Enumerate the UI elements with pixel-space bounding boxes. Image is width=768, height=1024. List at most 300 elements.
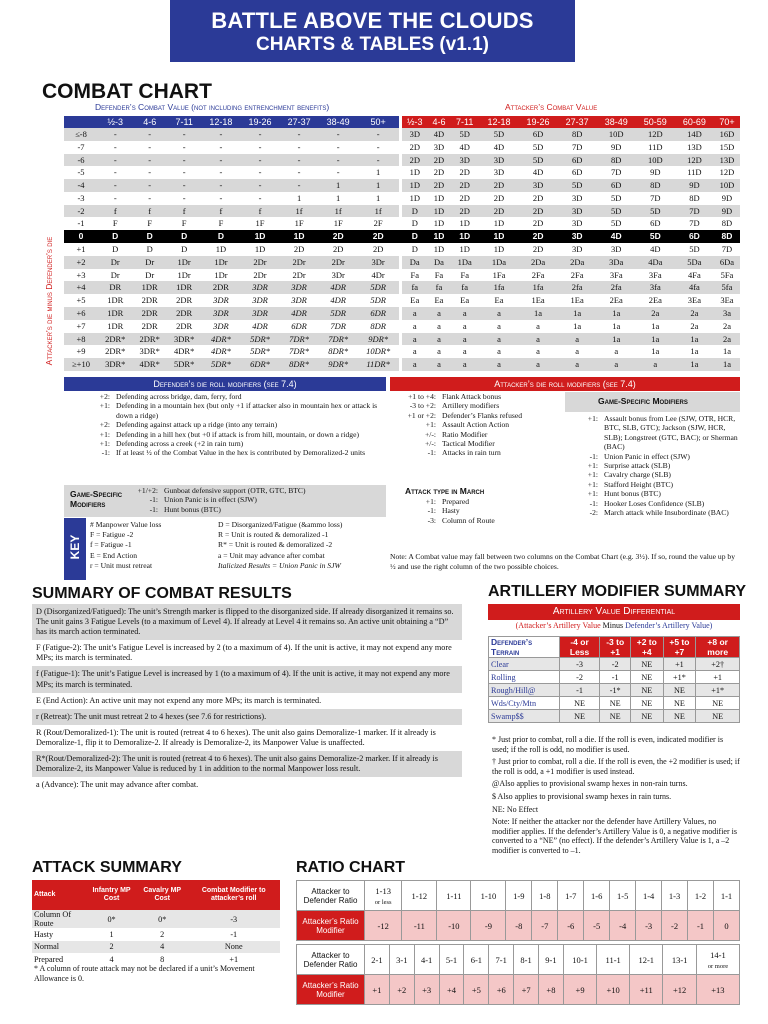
attacker-result: 1a [675, 333, 714, 346]
defender-result: 2F [373, 218, 383, 229]
attacker-result: 2a [675, 307, 714, 320]
att-col-header: 19-26 [519, 116, 558, 128]
defender-result: D [181, 244, 188, 255]
modifier-value: +1 to +4: [408, 392, 436, 401]
attacker-mod [390, 401, 560, 410]
modifier-text: Surprise attack (SLB) [604, 461, 671, 471]
artillery-modifier: -3 [559, 658, 600, 671]
attacker-result: 7D [650, 192, 661, 203]
attacker-result: 2Fa [531, 269, 545, 280]
defender-result: 1F [255, 218, 265, 229]
attacker-result: 1D [428, 230, 450, 243]
ratio-modifier: -2 [662, 911, 688, 941]
ratio-value: 1-10 [471, 881, 506, 911]
att-game-mod [552, 499, 742, 508]
attacker-result: 8D [636, 179, 675, 192]
attacker-result: 1a [722, 346, 731, 357]
defender-result: 1f [319, 205, 358, 218]
summary-title: SUMMARY OF COMBAT RESULTS [32, 585, 292, 602]
attack-cell: 2 [86, 941, 137, 954]
ratio-value: 14-1 or more [696, 945, 739, 975]
attacker-result: 2D [402, 154, 428, 167]
modifier-text: Defending across a creek (+2 in rain turn) [116, 439, 244, 449]
attacker-result: a [536, 346, 540, 357]
defender-result: 3DR [213, 295, 229, 306]
modifier-value: -1: [149, 495, 158, 505]
modifier-text: Hunt bonus (BTC) [164, 504, 221, 514]
defender-result: - [132, 128, 166, 141]
summary-item: R (Rout/Demoralized-1): The unit is routed (retreat 4 to 6 hexes). The unit also gains Demoralize-1 marker. If it already is Demoralize-1, flip it to Demoralize-2. If already is Demoralize-2, its Manpower Value is unaffected. [36, 727, 436, 747]
attacker-result: 1fa [519, 281, 558, 294]
modifier-value: +1: [587, 470, 598, 480]
defender-result: 1 [336, 192, 341, 203]
attacker-result: 5D [479, 128, 518, 141]
defender-result: 8DR* [328, 346, 349, 357]
attacker-result: fa [450, 281, 479, 294]
artillery-modifier: NE [600, 697, 631, 710]
att-col-header: 38-49 [597, 116, 636, 128]
ratio-value: 1-13 or less [365, 881, 402, 911]
ratio-value: 1-7 [558, 881, 584, 911]
modifier-value: +1 or +2: [407, 410, 436, 420]
att-col-header: 50-59 [636, 116, 675, 128]
defender-result: 1 [319, 179, 358, 192]
defender-result: Dr [110, 269, 120, 280]
attacker-result: 3D [450, 154, 479, 167]
artillery-modifier: -2 [559, 671, 600, 684]
attacker-result: a [428, 333, 450, 346]
att-game-mod [552, 508, 742, 517]
defender-mod [64, 420, 386, 429]
modifier-value: +1: [587, 489, 598, 499]
artillery-bar: Artillery Value Differential [488, 604, 740, 620]
attacker-result: 2Fa [570, 269, 584, 280]
attacker-result: 2D [532, 192, 544, 203]
combat-row [64, 154, 740, 167]
combat-chart-title: COMBAT CHART [42, 80, 212, 103]
artillery-modifier: NE [696, 697, 740, 710]
attacker-result: a [519, 358, 558, 371]
def-col-header: ½-3 [98, 116, 132, 128]
defender-result: 2DR* [105, 346, 126, 357]
attacker-result: 2a [690, 320, 699, 331]
attacker-result: 3Fa [609, 269, 623, 280]
ratio-value: 11-1 [597, 945, 630, 975]
attack-cell: Hasty [34, 929, 54, 939]
artillery-modifier: NE [663, 710, 696, 723]
artillery-modifier: +1 [663, 658, 696, 671]
defender-result: - [280, 179, 319, 192]
attacker-result: 2Da [519, 256, 558, 269]
artillery-col-header: +2 to +4 [631, 637, 663, 658]
modifier-text: Assault bonus from Lee (SJW, OTR, HCR, BTC, SLB, GTC); Jackson (SJW, HCR, SLB); Longstreet (GTC, BAC); or Sherman (BAC) [604, 414, 738, 452]
defender-result: 1DR [107, 320, 124, 331]
die-modifier: +5 [76, 295, 86, 306]
attacker-result: 11D [648, 141, 663, 152]
attacker-result: 2a [714, 333, 740, 346]
attacker-result: 8D [558, 128, 597, 141]
def-col-header: 19-26 [240, 116, 279, 128]
attacker-result: 1D [428, 205, 450, 218]
defender-result: 5DR [319, 307, 358, 320]
def-col-header: 4-6 [132, 116, 166, 128]
ratio-title: RATIO CHART [296, 859, 406, 876]
attacker-result: 1a [714, 358, 740, 371]
attacker-mods-left [390, 392, 560, 458]
artillery-modifier: NE [631, 697, 663, 710]
attacker-result: D [411, 244, 418, 255]
modifier-value: +1: [425, 497, 436, 506]
attacker-result: 8D [714, 230, 740, 243]
modifier-text: Assault Action Action [442, 420, 510, 430]
defender-result: 4DR [319, 281, 358, 294]
defender-result: 10DR* [366, 346, 391, 357]
artillery-sub-defender: Defender’s Artillery Value) [625, 621, 713, 630]
modifier-value: -1: [589, 451, 598, 461]
attack-summary-title: ATTACK SUMMARY [32, 859, 182, 876]
key-item: r = Unit must retreat [90, 560, 153, 570]
defender-result: 4DR [330, 295, 346, 306]
artillery-modifier: +1* [663, 671, 696, 684]
att-game-mod [552, 414, 742, 452]
attack-cell: -1 [230, 929, 238, 939]
attacker-result: a [428, 358, 450, 371]
attacker-mod [390, 411, 560, 420]
artillery-modifier: NE [631, 658, 663, 671]
attack-cell: -3 [187, 910, 280, 928]
ratio-modifier: +2 [389, 975, 414, 1005]
attacker-result: 13D [714, 154, 740, 167]
attacker-result: 6D [571, 167, 583, 178]
defender-result: 5DR* [167, 358, 201, 371]
attack-cell: 4 [109, 954, 114, 964]
att-col-header: 4-6 [428, 116, 450, 128]
defender-mods-bar: Defender’s die roll modifiers (see 7.4) [64, 377, 386, 391]
ratio-modifier: +11 [630, 975, 663, 1005]
march-mod [390, 497, 560, 506]
defender-result: 5DR* [201, 358, 240, 371]
attacker-result: Da [428, 256, 450, 269]
defender-result: 3DR* [139, 346, 160, 357]
attacker-result: 2D [428, 154, 450, 167]
defender-result: 2Dr [280, 256, 319, 269]
defender-result: 2Dr [240, 256, 279, 269]
artillery-modifier: NE [631, 671, 663, 684]
att-col-header: 27-37 [558, 116, 597, 128]
defender-result: 2Dr [292, 269, 306, 280]
defender-result: 5DR* [250, 346, 270, 357]
attacker-result: 1D [433, 192, 445, 203]
defender-result: 4DR* [174, 346, 195, 357]
ratio-modifier: -5 [584, 911, 610, 941]
attacker-result: 1D [409, 167, 420, 178]
attacker-result: a [412, 320, 417, 331]
key-item: R = Unit is routed & demoralized -1 [218, 530, 329, 540]
defender-result: D [201, 230, 240, 243]
att-game-mod [552, 489, 742, 498]
defender-result: 2D [293, 244, 305, 255]
modifier-text: Ratio Modifier [442, 429, 488, 439]
defender-result: - [219, 167, 223, 178]
ratio-value: 1-1 [714, 881, 740, 911]
ratio-modifier: +4 [439, 975, 464, 1005]
attacker-result: 13D [687, 141, 702, 152]
attacker-result: 7D [689, 218, 700, 229]
modifier-text: Cavalry charge (SLB) [604, 470, 671, 480]
defender-result: - [219, 192, 223, 203]
attacker-result: a [437, 320, 441, 331]
ratio-modifier: -10 [437, 911, 471, 941]
ratio-modifier: -9 [471, 911, 506, 941]
defender-result: - [319, 154, 358, 167]
ratio-modifier: -6 [558, 911, 584, 941]
artillery-sub-minus: Minus [600, 621, 626, 630]
modifier-text: Hooker Loses Confidence (SLB) [604, 498, 705, 508]
defender-result: Dr [132, 256, 166, 269]
modifier-text: Flank Attack bonus [442, 392, 502, 401]
attacker-result: 1Ea [531, 295, 545, 306]
attacker-result: a [519, 333, 558, 346]
attacker-result: 6D [675, 230, 714, 243]
attacker-result: a [450, 358, 479, 371]
combat-row [64, 345, 740, 358]
modifier-value: -1: [101, 448, 110, 458]
defender-result: 1Dr [167, 256, 201, 269]
defender-result: 2D [332, 244, 344, 255]
ratio-table-2 [296, 944, 740, 1005]
modifier-text: Union Panic in effect (SJW) [604, 451, 690, 461]
defender-result: f [98, 205, 132, 218]
artillery-modifier: NE [631, 710, 663, 723]
summary-item: F (Fatigue-2): The unit’s Fatigue Level is increased by 2 (to a maximum of 4). If the unit is active, it may not expend any more MPs; its march is terminated. [36, 643, 452, 663]
attacker-result: Ea [434, 295, 444, 306]
combat-row [64, 217, 740, 230]
attacker-result: a [614, 346, 619, 357]
attack-cell: 4 [137, 941, 187, 954]
defender-result: 1Dr [177, 269, 191, 280]
ratio-value: 5-1 [439, 945, 464, 975]
ratio-value: 3-1 [389, 945, 414, 975]
attacker-result: 5Fa [720, 269, 734, 280]
header-banner [170, 0, 575, 62]
modifier-value: +2: [99, 420, 110, 430]
attacker-result: 2D [428, 179, 450, 192]
attacker-result: 1D [433, 244, 445, 255]
attacker-result: a [412, 346, 417, 357]
side-label: Attacker’s die minus Defender’s die [44, 236, 54, 366]
ratio-table-1 [296, 880, 740, 941]
defender-result: 1f [358, 205, 399, 218]
att-col-header: ½-3 [402, 116, 428, 128]
attacker-result: a [402, 307, 428, 320]
artillery-col-header: Defender’s Terrain [489, 637, 560, 658]
attacker-result: D [402, 205, 428, 218]
defender-result: 2DR [176, 295, 193, 306]
attacker-result: 5fa [714, 281, 740, 294]
attacker-result: 1D [433, 218, 445, 229]
attack-cell: None [187, 941, 280, 954]
attacker-result: 5D [611, 218, 622, 229]
attacker-result: 1fa [479, 281, 518, 294]
defender-result: 5DR* [240, 333, 279, 346]
die-modifier: ≤-8 [64, 128, 98, 141]
modifier-text: Hunt bonus (BTC) [604, 489, 661, 499]
attacker-result: 16D [714, 128, 740, 141]
defender-result: - [297, 141, 301, 152]
ratio-modifier: +8 [539, 975, 564, 1005]
att-game-mod [552, 461, 742, 470]
defender-result: 4DR [280, 307, 319, 320]
defender-result: - [182, 192, 186, 203]
attack-col-header: Attack [32, 880, 86, 910]
artillery-modifier: NE [631, 684, 663, 697]
ratio-modifier: -4 [610, 911, 636, 941]
attacker-result: Da [402, 256, 428, 269]
summary-item: r (Retreat): The unit must retreat 2 to 4 hexes (see 7.6 for restrictions). [32, 709, 462, 725]
attack-table [32, 880, 280, 966]
ratio-row-label: Attacker to Defender Ratio [297, 881, 365, 911]
attack-cell: Normal [32, 941, 86, 954]
combat-row [64, 243, 740, 256]
attacker-result: 2fa [597, 281, 636, 294]
attacker-result: 9D [714, 205, 740, 218]
attacker-result: 2D [459, 192, 470, 203]
attacker-result: 2a [636, 307, 675, 320]
attacker-mods-bar: Attacker’s die roll modifiers (see 7.4) [390, 377, 740, 391]
attacker-result: 2D [450, 179, 479, 192]
attacker-result: 6D [558, 154, 597, 167]
die-modifier: +9 [76, 346, 86, 357]
defender-mod [64, 430, 386, 439]
defender-result: 1DR [98, 307, 132, 320]
combat-table [64, 116, 740, 371]
attacker-result: fa [428, 281, 450, 294]
attacker-result: Ea [460, 295, 470, 306]
defender-result: 2DR [132, 307, 166, 320]
defender-result: - [98, 154, 132, 167]
attacker-result: 10D [636, 154, 675, 167]
attacker-result: 3D [558, 205, 597, 218]
attacker-result: 4D [650, 244, 661, 255]
attacker-result: 1a [519, 307, 558, 320]
artillery-title: ARTILLERY MODIFIER SUMMARY [488, 583, 747, 600]
att-col-header: 7-11 [450, 116, 479, 128]
attacker-result: 5D [611, 192, 622, 203]
attack-cell: Prepared [34, 954, 64, 964]
ratio-value: 1-2 [688, 881, 714, 911]
terrain-label: Clear [489, 658, 560, 671]
defender-result: D [132, 230, 166, 243]
att-game-mod [552, 480, 742, 489]
defender-result: 3DR [291, 295, 307, 306]
defender-mod [64, 448, 386, 457]
key-item: f = Fatigue -1 [90, 540, 132, 550]
artillery-modifier: -1 [559, 684, 600, 697]
defender-result: DR [98, 281, 132, 294]
attacker-result: a [479, 307, 518, 320]
defender-result: 1f [280, 205, 319, 218]
defender-cv-header: Defender’s Combat Value (not including entrenchment benefits) [95, 102, 330, 112]
artillery-col-header: +8 or more [696, 637, 740, 658]
attacker-result: 1a [573, 320, 582, 331]
attacker-result: 2D [479, 205, 518, 218]
attacker-result: 9D [650, 167, 661, 178]
def-col-header: 12-18 [201, 116, 240, 128]
def-game-mod [118, 495, 386, 504]
modifier-text: Artillery modifiers [442, 401, 500, 411]
die-modifier: -1 [77, 218, 85, 229]
attack-cell: 0* [86, 910, 137, 928]
defender-result: - [148, 141, 152, 152]
attacker-result: 1a [558, 307, 597, 320]
att-game-mods [552, 414, 742, 517]
ratio-modifier: -12 [365, 911, 402, 941]
attack-cell: +1 [229, 954, 239, 964]
attacker-result: 4D [532, 167, 544, 178]
modifier-value: +1: [99, 401, 110, 411]
ratio-modifier-label: Attacker’s Ratio Modifier [297, 911, 365, 941]
defender-result: 2DR [167, 307, 201, 320]
defender-result: - [113, 167, 117, 178]
attacker-result: 1a [597, 333, 636, 346]
ratio-value: 1-6 [584, 881, 610, 911]
ratio-row-label: Attacker to Defender Ratio [297, 945, 365, 975]
terrain-label: Swamp$$ [489, 710, 560, 723]
die-modifier: +8 [64, 333, 98, 346]
defender-result: - [113, 141, 117, 152]
defender-result: Dr [145, 269, 155, 280]
defender-result: 2D [358, 230, 399, 243]
attacker-result: a [479, 333, 518, 346]
die-modifier: -7 [77, 141, 85, 152]
attacker-result: 4D [597, 230, 636, 243]
artillery-modifier: -2 [600, 658, 631, 671]
attacker-result: a [462, 320, 467, 331]
modifier-value: +1: [587, 461, 598, 471]
attacker-result: 2fa [558, 281, 597, 294]
artillery-modifier: NE [559, 697, 600, 710]
defender-result: 2DR* [98, 333, 132, 346]
attacker-result: 6D [597, 179, 636, 192]
artillery-note: NE: No Effect [492, 804, 539, 814]
attacker-result: 5D [450, 128, 479, 141]
defender-result: - [167, 154, 201, 167]
attacker-result: Ea [494, 295, 504, 306]
die-modifier: -2 [64, 205, 98, 218]
ratio-modifier: -8 [506, 911, 532, 941]
defender-result: - [258, 141, 262, 152]
attacker-result: 2a [722, 320, 731, 331]
artillery-note: † Just prior to combat, roll a die. If the roll is even, the +2 modifier is used; if the roll is odd, a +1 modifier is used instead. [492, 757, 740, 776]
defender-result: - [219, 141, 223, 152]
attacker-result: Fa [460, 269, 469, 280]
modifier-value: +1: [99, 439, 110, 449]
attacker-result: 3D [571, 218, 583, 229]
attacker-result: 4Fa [688, 269, 701, 280]
attacker-result: 3D [571, 244, 583, 255]
defender-result: - [297, 167, 301, 178]
summary-item: a (Advance): The unit may advance after combat. [36, 780, 199, 790]
defender-result: 4DR [252, 320, 268, 331]
attacker-result: 7D [721, 244, 733, 255]
attacker-result: 2D [450, 205, 479, 218]
defender-result: - [280, 128, 319, 141]
attack-cell: 0* [137, 910, 187, 928]
attacker-mod [390, 392, 560, 401]
defender-result: 2Dr [319, 256, 358, 269]
defender-result: 3DR [252, 295, 268, 306]
attacker-result: 5Da [675, 256, 714, 269]
